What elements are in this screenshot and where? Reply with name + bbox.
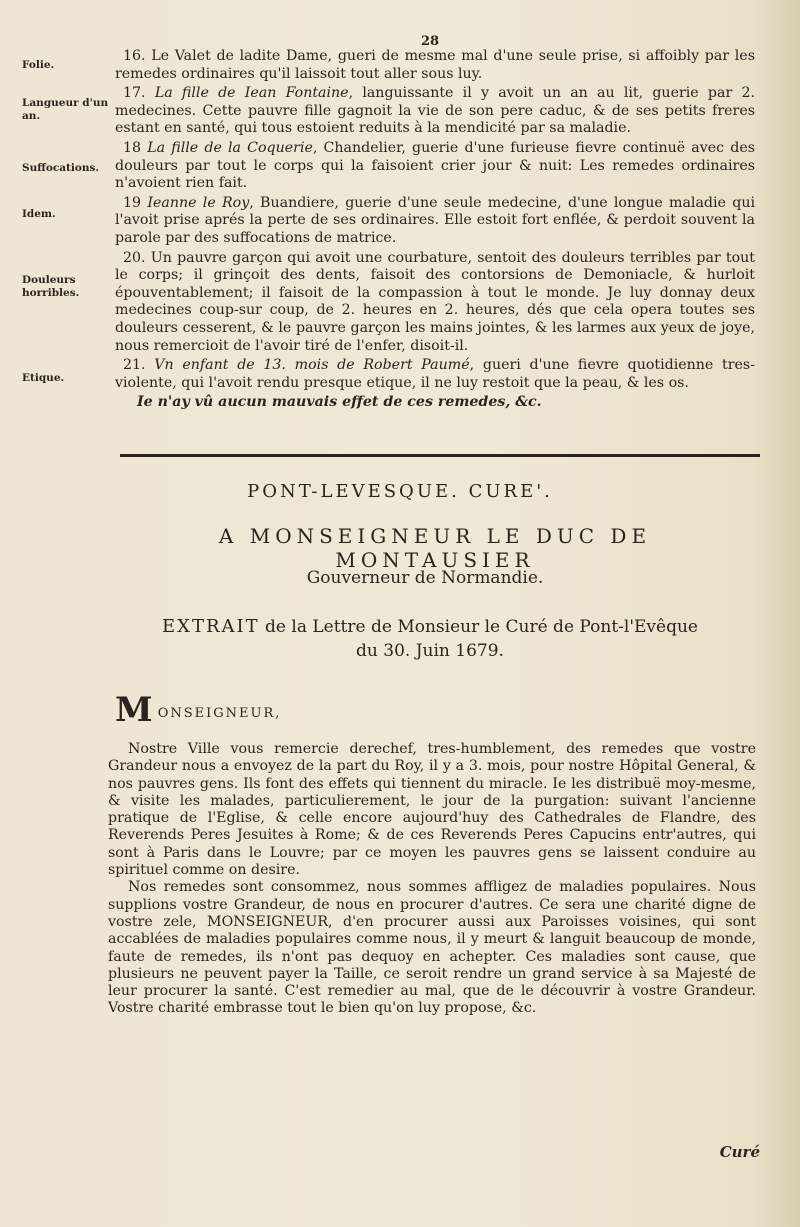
case-name: Ieanne le Roy [147,194,250,211]
case-number: 19 [123,194,142,211]
salutation [115,690,515,730]
case-text: , Chandelier, guerie d'une furieuse fievre continuë avec des douleurs par tout le corps qui la faisoient crier jour & nuit: Les remedes ordinaires n'avoient rien fait. [115,139,756,192]
catchword: Curé [719,1143,760,1161]
margin-note-idem: Idem. [22,208,56,220]
salutation-text: ONSEIGNEUR, [157,706,282,721]
extract-label: EXTRAIT [162,616,260,637]
margin-note-folie: Folie. [22,59,55,71]
margin-note-etique: Etique. [22,372,65,384]
margin-note-langueur: Langueur d'un an. [22,97,109,122]
dedication-heading: A MONSEIGNEUR LE DUC DE MONTAUSIER [218,524,652,572]
page-number: 28 [420,34,440,49]
case-entry [115,195,755,248]
title-heading: Gouverneur de Normandie. [306,568,544,588]
case-text: , languissante il y avoit un an au lit, guerie par 2. medecines. Cette pauvre fille gagnoit la vie de son pere caduc, & de ses petits freres estant en santé, qui tous estoient reduits à la mendicité par sa maladie. [115,85,755,137]
case-number: 17. [123,85,146,102]
case-number: 21. [123,357,146,374]
case-entry [115,85,755,138]
case-entry [115,140,755,193]
case-number: 18 [123,139,142,156]
margin-note-douleurs: Douleurs horribles. [22,274,80,299]
case-number: 16. [123,48,146,64]
case-name: Vn enfant de 13. mois de Robert Paumé [154,357,470,374]
closing-remark: Ie n'ay vû aucun mauvais effet de ces remedes, &c. [137,394,542,411]
letter-body [108,741,756,1018]
case-text: Un pauvre garçon qui avoit une courbature, sentoit des douleurs terribles par tout le corps; il grinçoit des dents, faisoit des contorsions de Demoniacle, & hurloit épouventablement; il faisoit de la compassion à tout le monde. Je luy donnay deux medecines coup-sur coup, de 2. heures en 2. heures, dés que cela opera toutes ses douleurs cesserent, & le pauvre garçon les mains jointes, & les larmes aux yeux de joye, nous remercioit de l'avoir tiré de l'enfer, disoit-il. [115,249,755,354]
case-name: La fille de la Coquerie [147,139,313,156]
section-divider [120,454,760,457]
extract-heading [150,615,710,663]
letter-paragraph: Nos remedes sont consommez, nous sommes affligez de maladies populaires. Nous supplions vostre Grandeur, de nous en procurer d'autres. Ce sera une charité digne de vostre zele, MONSEIGNEUR, d'en procurer aussi aux Paroisses voisines, qui sont accablées de maladies populaires comme nous, il y meurt & languit beaucoup de monde, faute de remedes, ils n'ont pas dequoy en achepter. Ces maladies sont cause, que plusieurs ne peuvent payer la Taille, ce seroit rendre un grand service à sa Majesté de leur procurer la santé. C'est remedier au mal, que de le découvrir à vostre Grandeur. Vostre charité embrasse tout le bien qu'on luy propose, &c. [108,879,756,1017]
case-list [115,48,755,414]
case-entry [115,357,755,392]
letter-paragraph: Nostre Ville vous remercie derechef, tres-humblement, des remedes que vostre Grandeur nous a envoyez de la part du Roy, il y a 3. mois, pour nostre Hôpital General, & nos pauvres gens. Ils font des effets qui tiennent du miracle. Ie les distribuë moy-mesme, & visite les malades, particulierement, le jour de la purgation: suivant l'ancienne pratique de l'Eglise, & celle encore aujourd'huy des Cathedrales de Flandre, des Reverends Peres Jesuites à Rome; & de ces Reverends Peres Capucins entr'autres, qui sont à Paris dans le Louvre; par ce moyen les pauvres gens se laissent conduire au spirituel comme on desire. [108,741,756,879]
drop-initial: M [115,690,153,730]
case-text: Le Valet de ladite Dame, gueri de mesme mal d'une seule prise, si affoibly par les remedes ordinaires qu'il laissoit tout aller sous luy. [115,48,755,82]
extract-description: de la Lettre de Monsieur le Curé de Pont-l'Evêque du 30. Juin 1679. [259,617,698,661]
margin-note-suffocations: Suffocations. [22,162,100,174]
case-number: 20. [123,249,146,266]
case-text: , gueri d'une fievre quotidienne tres-violente, qui l'avoit rendu presque etique, il ne luy restoit que la peau, & les os. [115,357,756,391]
case-entry [115,48,755,83]
place-heading: PONT-LEVESQUE. CURE'. [247,481,553,502]
case-entry [115,250,755,356]
case-text: , Buandiere, guerie d'une seule medecine, d'une longue maladie qui l'avoit prise aprés la perte de ses ordinaires. Elle estoit fort enflée, & perdoit souvent la parole par des suffocations de matrice. [115,194,755,246]
case-name: La fille de Iean Fontaine [154,85,349,102]
